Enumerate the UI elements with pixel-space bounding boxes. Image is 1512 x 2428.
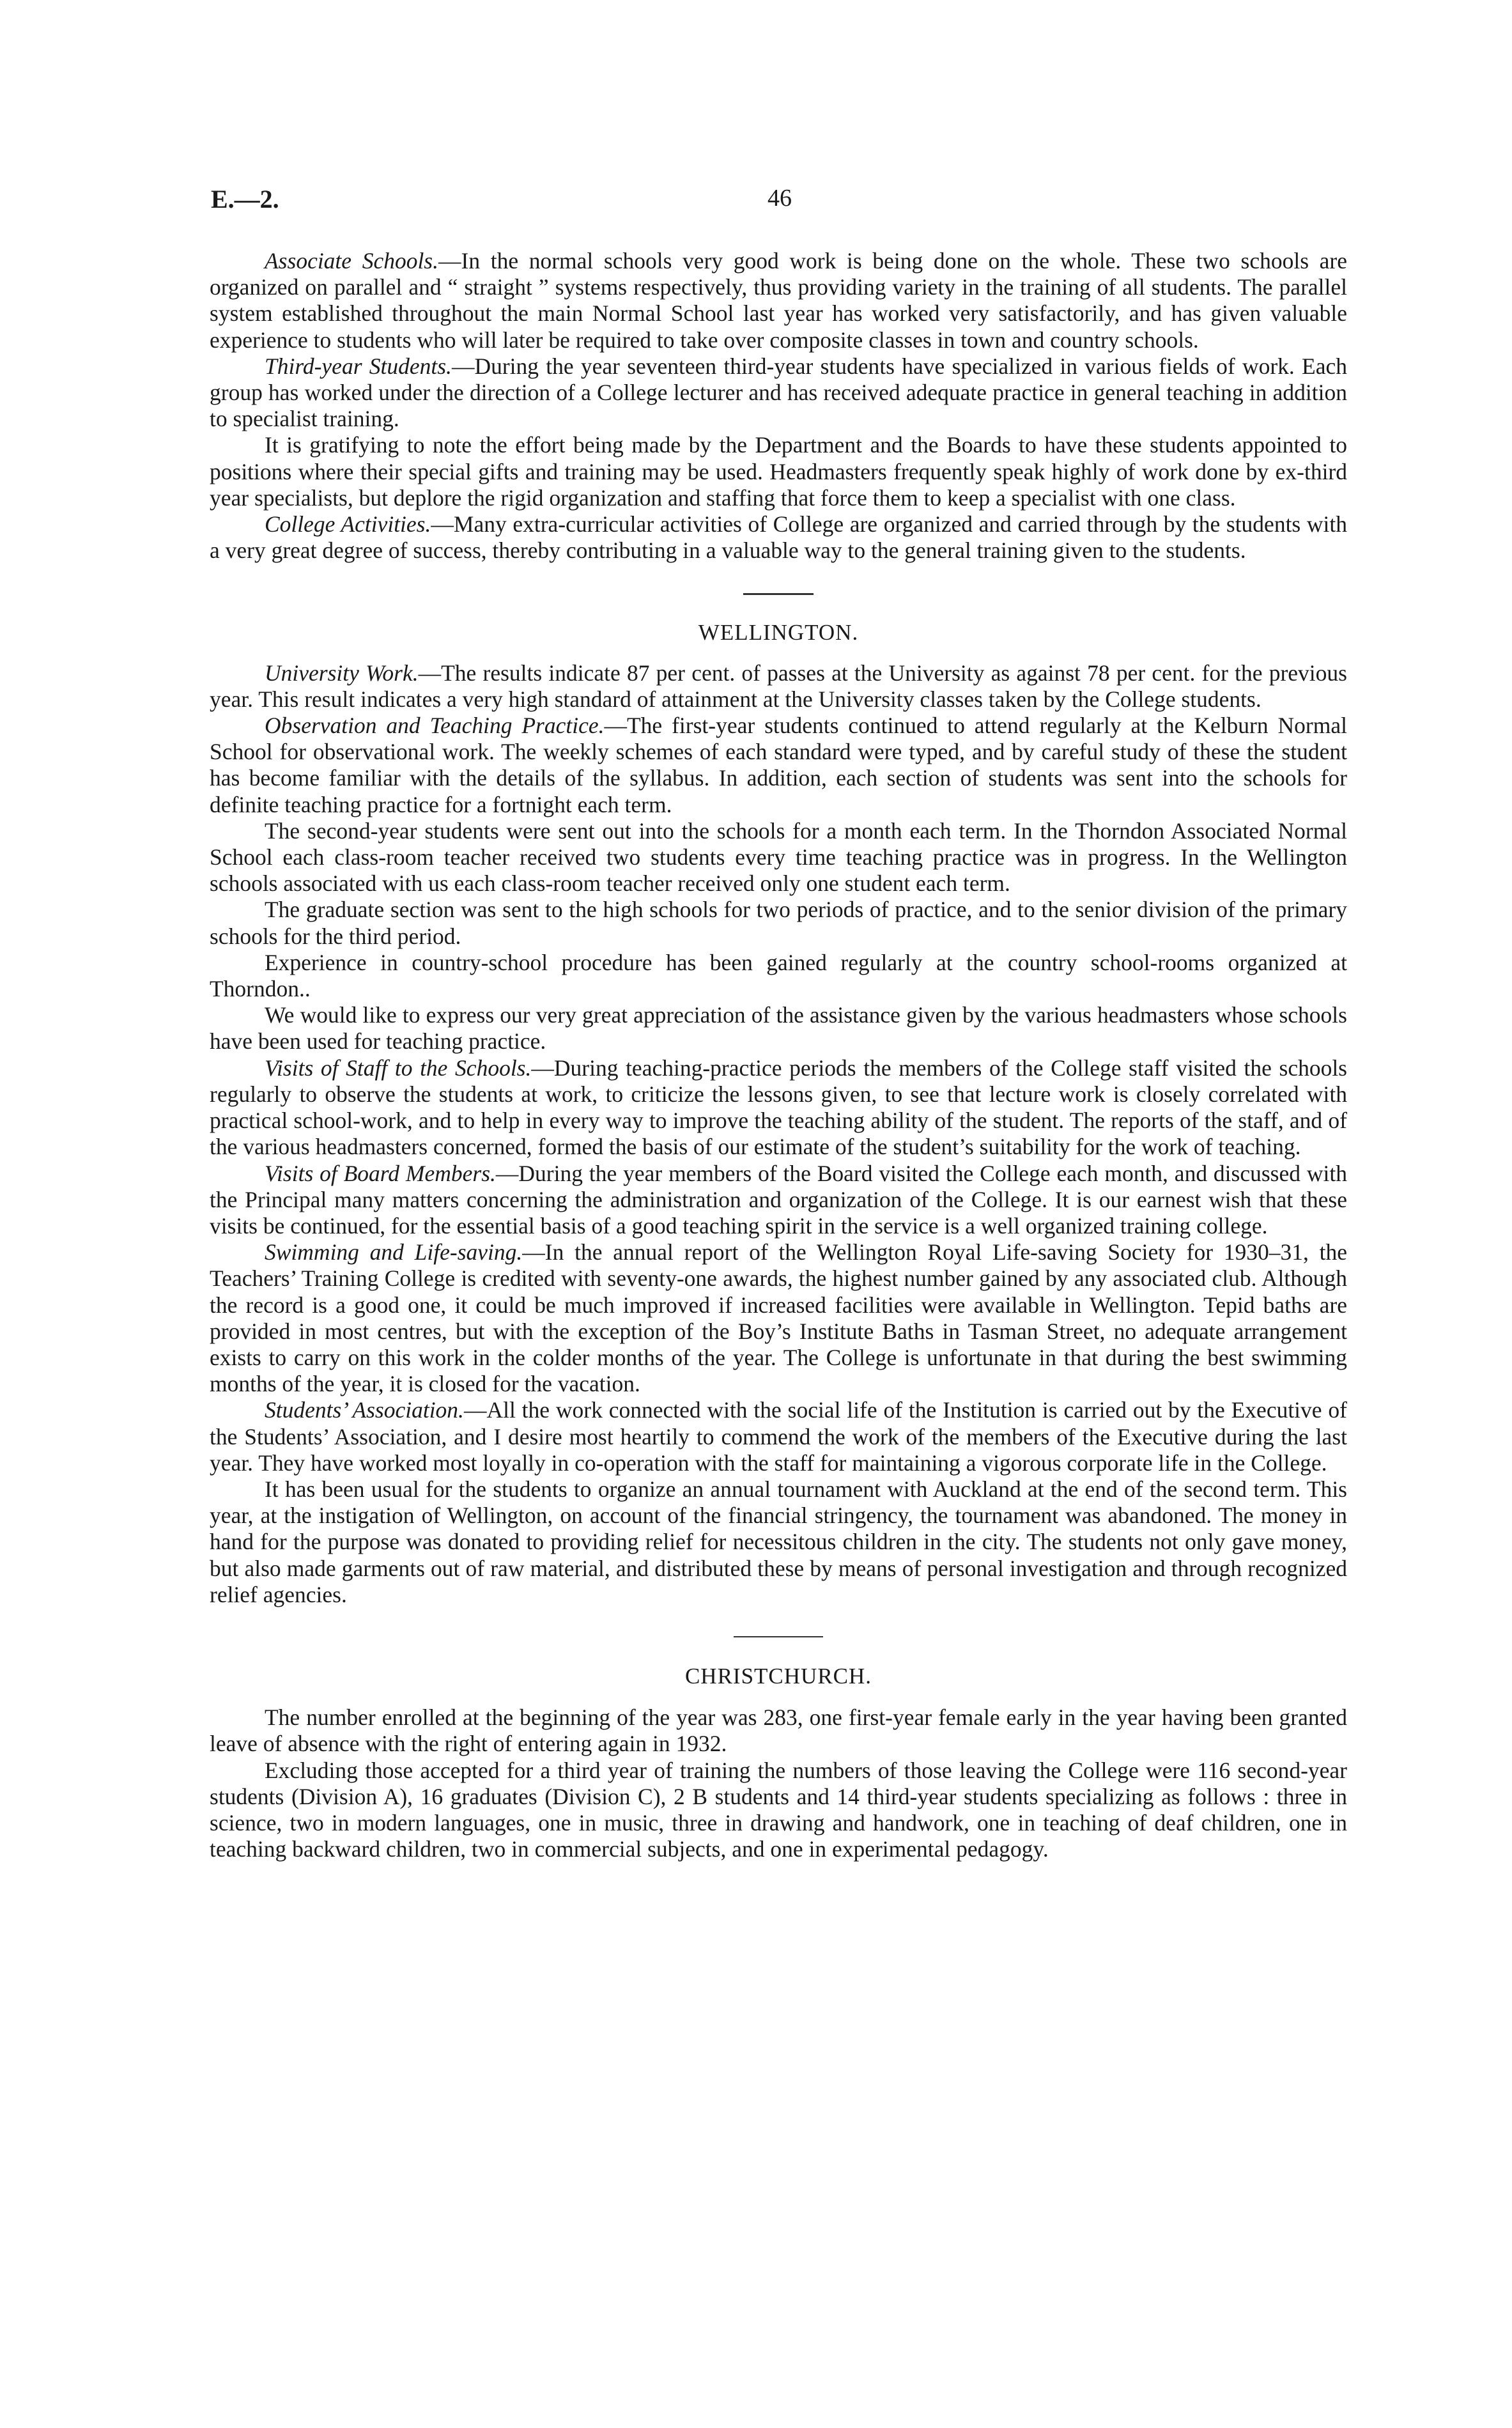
paragraph-lead: Observation and Teaching Practice. [265,713,605,739]
paragraph-lead: College Activities. [265,511,431,537]
paragraph-students-association [210,1397,1347,1476]
body-text [210,248,1347,1862]
paragraph-text: The graduate section was sent to the high schools for two periods of practice, and to the senior division of the primary schools for the third period. [210,897,1347,949]
paragraph-second-year-students [210,818,1347,897]
series-code: E.—2. [211,185,279,213]
paragraph-college-activities [210,511,1347,564]
paragraph-text: —The first-year students continued to attend regularly at the Kelburn Normal School for observational work. The weekly schemes of each standard were typed, and by careful study of these the student has become familiar with the details of the syllabus. In addition, each section of students was sent into the schools for definite teaching practice for a fortnight each term. [210,713,1347,817]
paragraph-associate-schools [210,248,1347,353]
paragraph-text: —During teaching-practice periods the members of the College staff visited the schools regularly to observe the students at work, to criticize the lessons given, to see that lecture work is closely correlated with practical school-work, and to help in every way to improve the teaching ability of the student. The reports of the staff, and of the various headmasters concerned, formed the basis of our estimate of the student’s suitability for the work of teaching. [210,1055,1347,1160]
paragraph-text: Excluding those accepted for a third year of training the numbers of those leaving the College were 116 second-year students (Division A), 16 graduates (Division C), 2 B students and 14 third-year students specializing as follows : three in science, two in modern languages, one in music, three in drawing and handwork, one in teaching of deaf children, one in teaching backward children, two in commercial subjects, and one in experimental pedagogy. [210,1757,1347,1862]
paragraph-graduate-section [210,897,1347,949]
paragraph-text: Experience in country-school procedure has been gained regularly at the country school-rooms organized at Thorndon.. [210,949,1347,1002]
paragraph-text: —The results indicate 87 per cent. of passes at the University as against 78 per cent. for the previous year. This result indicates a very high standard of attainment at the University classes taken by the College students. [210,660,1347,712]
paragraph-text: It is gratifying to note the effort being made by the Department and the Boards to have these students appointed to positions where their special gifts and training may be used. Headmasters frequently speak highly of work done by ex-third year specialists, but deplore the rigid organization and staffing that force them to keep a specialist with one class. [210,432,1347,511]
paragraph-lead: Swimming and Life-saving. [265,1239,523,1265]
section-wellington [210,660,1347,1608]
section-divider [734,1636,823,1637]
paragraph-tournament [210,1476,1347,1608]
paragraph-lead: Visits of Staff to the Schools. [265,1055,532,1081]
paragraph-third-year-students [210,353,1347,433]
paragraph-lead: Third-year Students. [265,353,452,379]
section-normal-schools [210,248,1347,564]
paragraph-text: —In the normal schools very good work is being done on the whole. These two schools are organized on parallel and “ straight ” systems respectively, thus providing variety in the training of all students. The parallel system established throughout the main Normal School last year has worked very satisfactorily, and has given valuable experience to students who will later be required to take over composite classes in town and country schools. [210,248,1348,353]
section-divider [743,593,814,595]
paragraph-text: We would like to express our very great appreciation of the assistance given by the various headmasters whose schools have been used for teaching practice. [210,1002,1347,1055]
paragraph-leaving-numbers [210,1758,1347,1863]
page-header [211,184,1348,222]
paragraph-university-work [210,660,1347,713]
paragraph-text: —All the work connected with the social life of the Institution is carried out by the Executive of the Students’ Association, and I desire most heartily to commend the work of the members of the Executive during the last year. They have worked most loyally in co-operation with the staff for maintaining a vigorous corporate life in the College. [210,1397,1347,1476]
paragraph-text: —During the year seventeen third-year students have specialized in various fields of work. Each group has worked under the direction of a College lecturer and has received adequate practice in general teaching in addition to specialist training. [210,353,1348,432]
paragraph-lead: Students’ Association. [265,1397,464,1423]
paragraph-text: The number enrolled at the beginning of the year was 283, one first-year female early in the year having been granted leave of absence with the right of entering again in 1932. [210,1705,1347,1757]
paragraph-specialist-appointments [210,432,1347,511]
paragraph-text: —In the annual report of the Wellington Royal Life-saving Society for 1930–31, the Teachers’ Training College is credited with seventy-one awards, the highest number gained by any associated club. Although the record is a good one, it could be much improved if increased facilities were available in Wellington. Tepid baths are provided in most centres, but with the exception of the Boy’s Institute Baths in Tasman Street, no adequate arrangement exists to carry on this work in the colder months of the year. The College is unfortunate in that during the best swimming months of the year, it is closed for the vacation. [210,1239,1347,1397]
paragraph-text: —Many extra-curricular activities of College are organized and carried through by the students with a very great degree of success, thereby contributing in a valuable way to the general training given to the students. [210,511,1347,564]
paragraph-country-school [210,950,1347,1002]
paragraph-lead: University Work. [265,660,419,686]
paragraph-text: It has been usual for the students to organize an annual tournament with Auckland at the end of the second term. This year, at the instigation of Wellington, on account of the financial stringency, the tournament was abandoned. The money in hand for the purpose was donated to providing relief for necessitous children in the city. The students not only gave money, but also made garments out of raw material, and distributed these by means of personal investigation and through recognized relief agencies. [210,1476,1347,1607]
paragraph-lead: Associate Schools. [265,248,439,274]
paragraph-swimming [210,1239,1347,1397]
paragraph-appreciation [210,1002,1347,1055]
paragraph-observation-teaching-practice [210,713,1347,818]
paragraph-enrolment [210,1705,1347,1757]
paragraph-text: The second-year students were sent out into the schools for a month each term. In the Thorndon Associated Normal School each class-room teacher received two students every time teaching practice was in progress. In the Wellington schools associated with us each class-room teacher received only one student each term. [210,817,1347,897]
section-heading-wellington: WELLINGTON. [698,620,859,646]
section-heading-christchurch: CHRISTCHURCH. [684,1663,872,1689]
paragraph-visits-of-staff [210,1055,1347,1161]
paragraph-lead: Visits of Board Members. [265,1160,496,1186]
paragraph-visits-of-board [210,1161,1347,1240]
paragraph-text: —During the year members of the Board visited the College each month, and discussed with the Principal many matters concerning the administration and organization of the College. It is our earnest wish that these visits be continued, for the essential basis of a good teaching spirit in the service is a well organized training college. [210,1160,1347,1239]
section-christchurch [210,1705,1347,1862]
page-number: 46 [768,185,792,212]
